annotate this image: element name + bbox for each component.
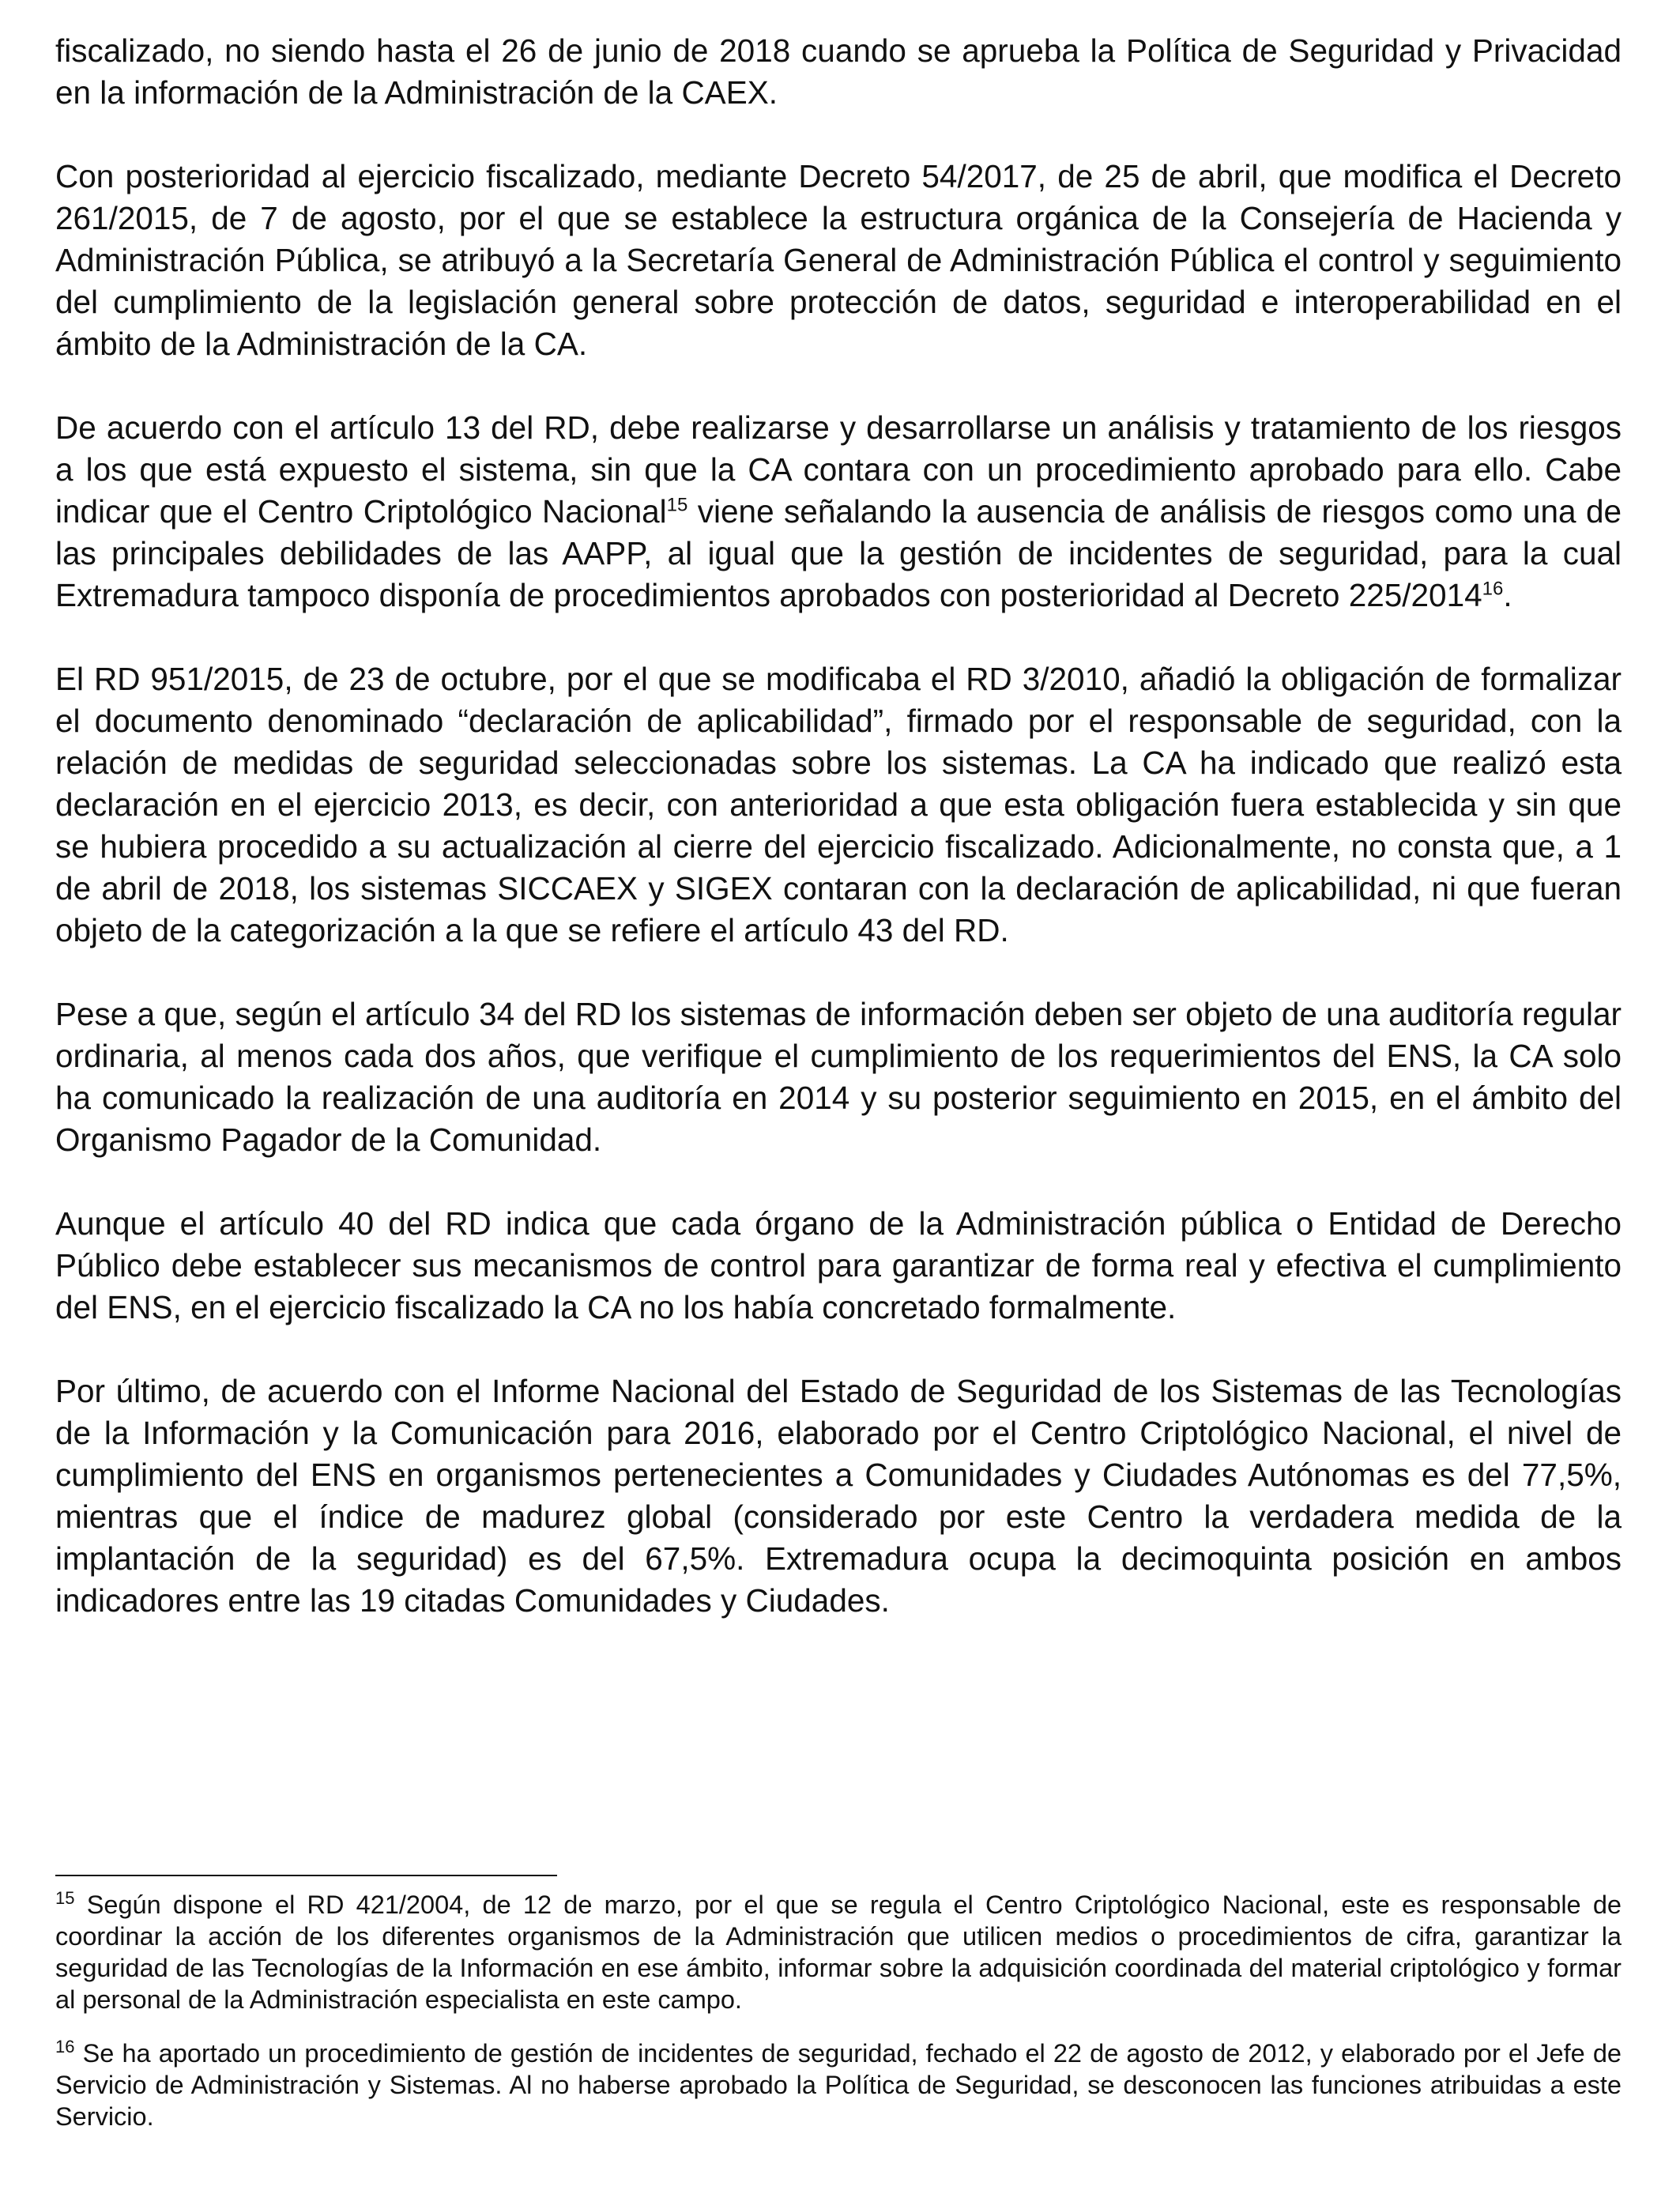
footnote-ref-16[interactable]: 16 (1482, 578, 1504, 600)
footnote-number-16: 16 (55, 2037, 75, 2057)
paragraph-3-text-b: viene señalando la ausencia de análisis de riesgos como una de las principales debilidades de las AAPP, al igual que la gestión de incidentes de seguridad, para la cual Extremadura tampoco disponía de procedimientos aprobados con posterioridad al Decreto 225/2014 (55, 493, 1622, 613)
footnote-15-text: Según dispone el RD 421/2004, de 12 de marzo, por el que se regula el Centro Criptológico Nacional, este es responsable de coordinar la acción de los diferentes organismos de la Administración que utilicen medios o procedimientos de cifra, garantizar la seguridad de las Tecnologías de la Información en ese ámbito, informar sobre la adquisición coordinada del material criptológico y formar al personal de la Administración especialista en este campo. (55, 1891, 1622, 2014)
footnotes (55, 1889, 1622, 2154)
footnote-16 (55, 2038, 1622, 2132)
paragraph-3 (55, 407, 1622, 616)
footnote-16-text: Se ha aportado un procedimiento de gestión de incidentes de seguridad, fechado el 22 de agosto de 2012, y elaborado por el Jefe de Servicio de Administración y Sistemas. Al no haberse aprobado la Política de Seguridad, se desconocen las funciones atribuidas a este Servicio. (55, 2039, 1622, 2131)
paragraph-6: Aunque el artículo 40 del RD indica que cada órgano de la Administración pública o Entidad de Derecho Público debe establecer sus mecanismos de control para garantizar de forma real y efectiva el cumplimiento del ENS, en el ejercicio fiscalizado la CA no los había concretado formalmente. (55, 1205, 1622, 1325)
footnote-15 (55, 1889, 1622, 2015)
paragraph-2: Con posterioridad al ejercicio fiscalizado, mediante Decreto 54/2017, de 25 de abril, que modifica el Decreto 261/2015, de 7 de agosto, por el que se establece la estructura orgánica de la Consejería de Hacienda y Administración Pública, se atribuyó a la Secretaría General de Administración Pública el control y seguimiento del cumplimiento de la legislación general sobre protección de datos, seguridad e interoperabilidad en el ámbito de la Administración de la CA. (55, 158, 1622, 362)
paragraph-1: fiscalizado, no siendo hasta el 26 de junio de 2018 cuando se aprueba la Política de Seguridad y Privacidad en la información de la Administración de la CAEX. (55, 32, 1622, 111)
paragraph-5: Pese a que, según el artículo 34 del RD los sistemas de información deben ser objeto de una auditoría regular ordinaria, al menos cada dos años, que verifique el cumplimiento de los requerimientos del ENS, la CA solo ha comunicado la realización de una auditoría en 2014 y su posterior seguimiento en 2015, en el ámbito del Organismo Pagador de la Comunidad. (55, 996, 1622, 1158)
footnote-ref-15[interactable]: 15 (666, 494, 688, 516)
document-body (55, 30, 1622, 1622)
paragraph-3-text-c: . (1503, 577, 1512, 613)
paragraph-7: Por último, de acuerdo con el Informe Nacional del Estado de Seguridad de los Sistemas de las Tecnologías de la Información y la Comunicación para 2016, elaborado por el Centro Criptológico Nacional, el nivel de cumplimiento del ENS en organismos pertenecientes a Comunidades y Ciudades Autónomas es del 77,5%, mientras que el índice de madurez global (considerado por este Centro la verdadera medida de la implantación de la seguridad) es del 67,5%. Extremadura ocupa la decimoquinta posición en ambos indicadores entre las 19 citadas Comunidades y Ciudades. (55, 1373, 1622, 1619)
paragraph-4: El RD 951/2015, de 23 de octubre, por el que se modificaba el RD 3/2010, añadió la obligación de formalizar el documento denominado “declaración de aplicabilidad”, firmado por el responsable de seguridad, con la relación de medidas de seguridad seleccionadas sobre los sistemas. La CA ha indicado que realizó esta declaración en el ejercicio 2013, es decir, con anterioridad a que esta obligación fuera establecida y sin que se hubiera procedido a su actualización al cierre del ejercicio fiscalizado. Adicionalmente, no consta que, a 1 de abril de 2018, los sistemas SICCAEX y SIGEX contaran con la declaración de aplicabilidad, ni que fueran objeto de la categorización a la que se refiere el artículo 43 del RD. (55, 661, 1622, 948)
footnote-number-15: 15 (55, 1888, 75, 1909)
paragraph-3-text-a: De acuerdo con el artículo 13 del RD, debe realizarse y desarrollarse un análisis y tratamiento de los riesgos a los que está expuesto el sistema, sin que la CA contara con un procedimiento aprobado para ello. Cabe indicar que el Centro Criptológico Nacional (55, 409, 1622, 530)
footnote-separator (55, 1875, 557, 1876)
